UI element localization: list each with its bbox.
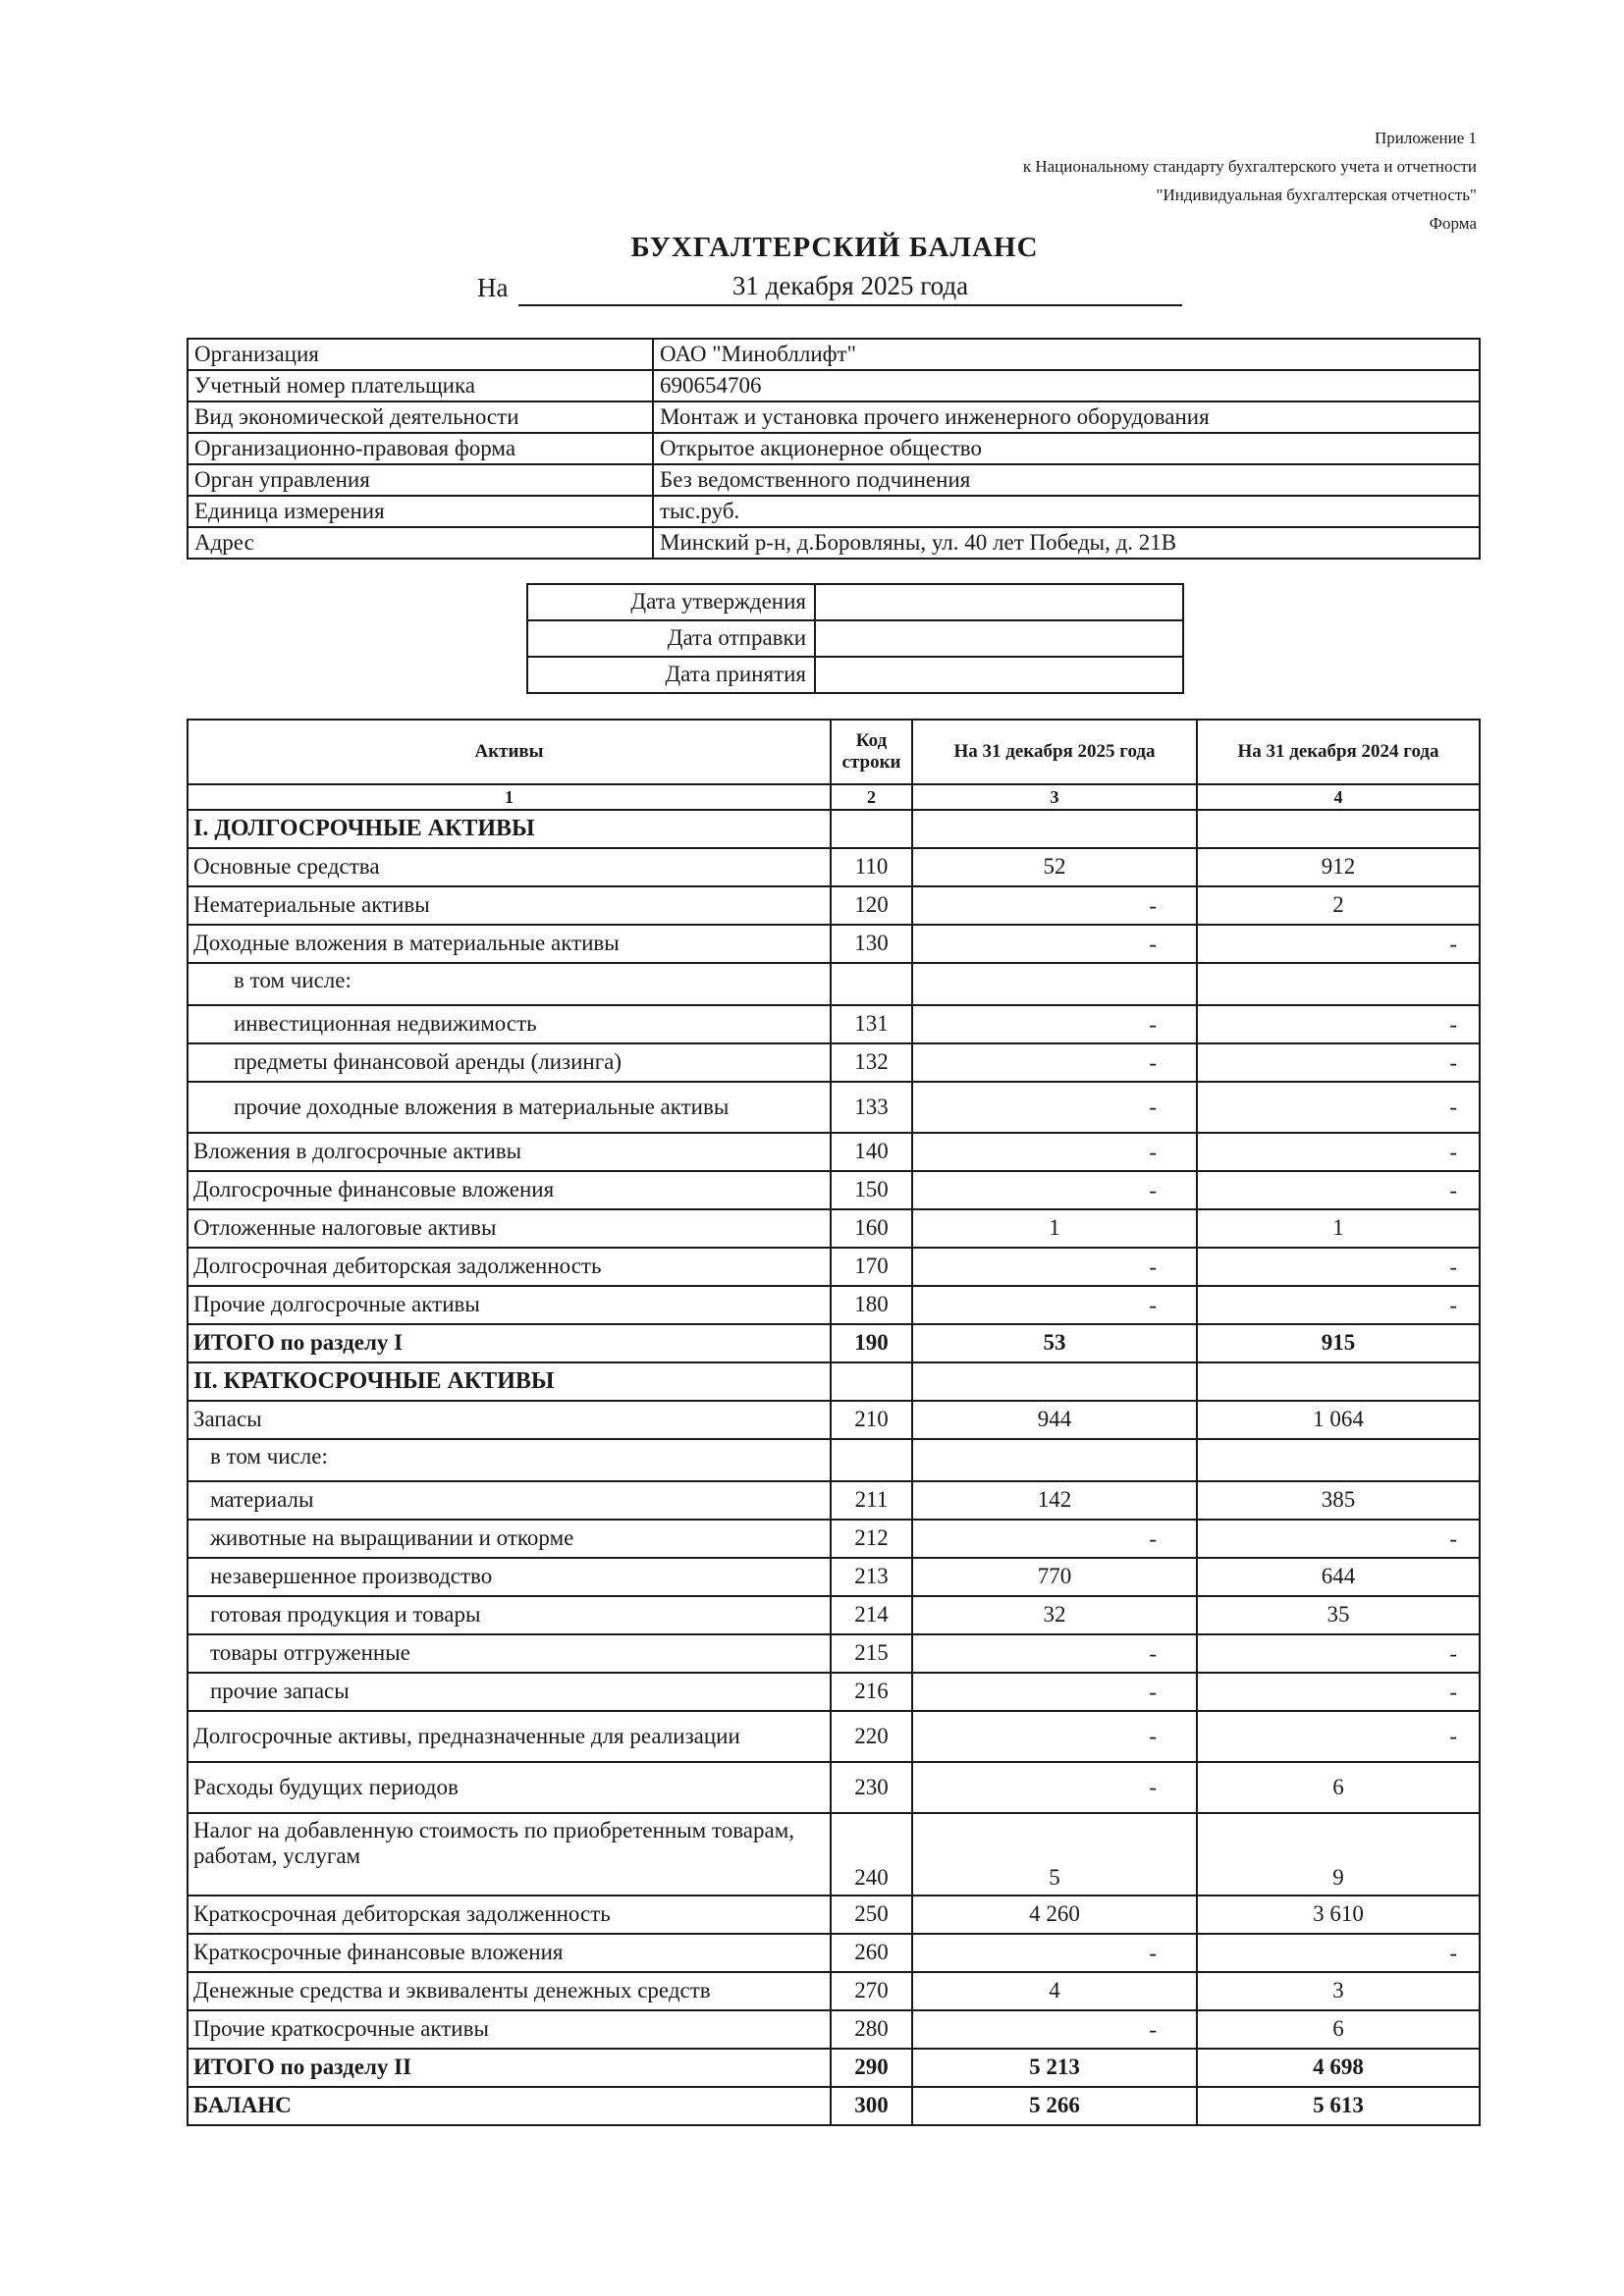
- row-name: Краткосрочная дебиторская задолженность: [188, 1896, 831, 1934]
- row-name: животные на выращивании и откорме: [188, 1520, 831, 1558]
- balance-table: [187, 719, 1481, 2126]
- row-name: предметы финансовой аренды (лизинга): [188, 1043, 831, 1082]
- empty-dash: -: [1449, 1525, 1457, 1551]
- appendix-line-2: к Национальному стандарту бухгалтерского учета и отчетности: [1022, 157, 1477, 176]
- value-2025: [912, 1286, 1197, 1324]
- column-number: 3: [912, 784, 1197, 810]
- empty-dash: -: [1449, 1292, 1457, 1317]
- row-name: ИТОГО по разделу I: [188, 1324, 831, 1362]
- empty-dash: -: [1449, 1177, 1457, 1202]
- row-code: 133: [831, 1082, 912, 1133]
- empty-dash: -: [1449, 1723, 1457, 1748]
- value-2025: [912, 1934, 1197, 1972]
- date-label: Дата утверждения: [527, 584, 815, 620]
- info-row: [188, 370, 1480, 401]
- row-name: Запасы: [188, 1401, 831, 1439]
- row-code: 120: [831, 886, 912, 925]
- balance-row: [188, 1171, 1480, 1209]
- row-code: 270: [831, 1972, 912, 2010]
- report-date: 31 декабря 2025 года: [518, 271, 1182, 306]
- row-name: Нематериальные активы: [188, 886, 831, 925]
- dates-table: [526, 583, 1184, 694]
- header-code: Код строки: [831, 720, 912, 784]
- column-number: 2: [831, 784, 912, 810]
- info-label: Организационно-правовая форма: [188, 433, 653, 464]
- appendix-line-1: Приложение 1: [1375, 129, 1477, 147]
- balance-row: [188, 1082, 1480, 1133]
- section-heading-row: [188, 810, 1480, 848]
- row-name: Прочие долгосрочные активы: [188, 1286, 831, 1324]
- empty-dash: -: [1449, 1094, 1457, 1119]
- empty-dash: -: [1149, 1049, 1157, 1075]
- value-2025: 32: [912, 1596, 1197, 1634]
- row-code: 240: [831, 1813, 912, 1896]
- appendix-line-3: "Индивидуальная бухгалтерская отчетность": [1156, 186, 1477, 204]
- empty-dash: -: [1149, 1139, 1157, 1164]
- balance-row: [188, 1520, 1480, 1558]
- empty-dash: -: [1149, 931, 1157, 956]
- value-2024: 6: [1197, 1762, 1480, 1813]
- balance-row: [188, 1481, 1480, 1520]
- row-name: Налог на добавленную стоимость по приобретенным товарам, работам, услугам: [188, 1813, 831, 1896]
- row-name: Денежные средства и эквиваленты денежных средств: [188, 1972, 831, 2010]
- value-2025: 5 266: [912, 2087, 1197, 2125]
- section-heading: II. КРАТКОСРОЧНЫЕ АКТИВЫ: [188, 1362, 831, 1401]
- value-2024: [1197, 1005, 1480, 1043]
- row-name: БАЛАНС: [188, 2087, 831, 2125]
- value-2025: 770: [912, 1558, 1197, 1596]
- row-name: инвестиционная недвижимость: [188, 1005, 831, 1043]
- balance-grand-total-row: [188, 2087, 1480, 2125]
- row-code: 140: [831, 1133, 912, 1171]
- info-label: Вид экономической деятельности: [188, 401, 653, 433]
- date-row: [527, 657, 1183, 693]
- value-2025: [912, 886, 1197, 925]
- value-2025: 944: [912, 1401, 1197, 1439]
- row-name: материалы: [188, 1481, 831, 1520]
- value-2024: [1197, 1673, 1480, 1711]
- value-2025: [912, 1520, 1197, 1558]
- column-number: 4: [1197, 784, 1480, 810]
- row-code: 230: [831, 1762, 912, 1813]
- value-2025: [912, 1762, 1197, 1813]
- row-code: 190: [831, 1324, 912, 1362]
- row-code: 150: [831, 1171, 912, 1209]
- value-2025: [912, 925, 1197, 963]
- value-2024: [1197, 1171, 1480, 1209]
- empty-dash: -: [1149, 892, 1157, 918]
- row-name: Долгосрочная дебиторская задолженность: [188, 1248, 831, 1286]
- row-code: 211: [831, 1481, 912, 1520]
- info-row: [188, 401, 1480, 433]
- row-code: 300: [831, 2087, 912, 2125]
- row-code: 214: [831, 1596, 912, 1634]
- value-2025: [912, 1082, 1197, 1133]
- balance-subheading-row: [188, 963, 1480, 1005]
- row-code: 110: [831, 848, 912, 886]
- balance-row: [188, 1711, 1480, 1762]
- date-prefix: На: [477, 273, 509, 302]
- row-code: 160: [831, 1209, 912, 1248]
- value-2024: 1 064: [1197, 1401, 1480, 1439]
- document-title: БУХГАЛТЕРСКИЙ БАЛАНС: [630, 232, 1039, 263]
- balance-row: [188, 1286, 1480, 1324]
- date-row: [527, 620, 1183, 657]
- empty-dash: -: [1149, 1011, 1157, 1037]
- value-2024: 3: [1197, 1972, 1480, 2010]
- value-2025: 4 260: [912, 1896, 1197, 1934]
- value-2025: [912, 1711, 1197, 1762]
- header-2025: На 31 декабря 2025 года: [912, 720, 1197, 784]
- value-2024: 3 610: [1197, 1896, 1480, 1934]
- balance-row: [188, 1972, 1480, 2010]
- row-code: 250: [831, 1896, 912, 1934]
- balance-row: [188, 1813, 1480, 1896]
- info-row: [188, 496, 1480, 527]
- empty-dash: -: [1149, 1525, 1157, 1551]
- value-2025: 5: [912, 1813, 1197, 1896]
- header-2024: На 31 декабря 2024 года: [1197, 720, 1480, 784]
- empty-dash: -: [1149, 1774, 1157, 1799]
- empty-dash: -: [1449, 1679, 1457, 1704]
- empty-dash: -: [1449, 1640, 1457, 1666]
- value-2024: [1197, 1043, 1480, 1082]
- info-label: Единица измерения: [188, 496, 653, 527]
- date-label: Дата отправки: [527, 620, 815, 657]
- row-code: 131: [831, 1005, 912, 1043]
- balance-row: [188, 1209, 1480, 1248]
- empty-dash: -: [1149, 1640, 1157, 1666]
- row-name: Долгосрочные финансовые вложения: [188, 1171, 831, 1209]
- value-2025: [912, 2010, 1197, 2049]
- date-field: [815, 620, 1183, 657]
- balance-total-row: [188, 2049, 1480, 2087]
- row-name: готовая продукция и товары: [188, 1596, 831, 1634]
- row-name: Прочие краткосрочные активы: [188, 2010, 831, 2049]
- value-2024: 4 698: [1197, 2049, 1480, 2087]
- empty-dash: -: [1149, 1094, 1157, 1119]
- info-row: [188, 527, 1480, 559]
- row-name: Краткосрочные финансовые вложения: [188, 1934, 831, 1972]
- empty-dash: -: [1149, 1940, 1157, 1965]
- value-2025: [912, 1133, 1197, 1171]
- balance-row: [188, 1133, 1480, 1171]
- info-value: Минский р-н, д.Боровляны, ул. 40 лет Победы, д. 21В: [653, 527, 1480, 559]
- row-code: 170: [831, 1248, 912, 1286]
- row-code: 213: [831, 1558, 912, 1596]
- date-row: [527, 584, 1183, 620]
- section-heading: I. ДОЛГОСРОЧНЫЕ АКТИВЫ: [188, 810, 831, 848]
- info-value: Открытое акционерное общество: [653, 433, 1480, 464]
- row-name: прочие доходные вложения в материальные активы: [188, 1082, 831, 1133]
- row-code: 290: [831, 2049, 912, 2087]
- value-2025: 1: [912, 1209, 1197, 1248]
- empty-dash: -: [1149, 1177, 1157, 1202]
- value-2024: 35: [1197, 1596, 1480, 1634]
- appendix-line-4: Форма: [1429, 214, 1477, 233]
- row-code: 180: [831, 1286, 912, 1324]
- balance-row: [188, 1762, 1480, 1813]
- value-2024: [1197, 1634, 1480, 1673]
- value-2025: [912, 1043, 1197, 1082]
- value-2024: [1197, 1082, 1480, 1133]
- balance-row: [188, 1558, 1480, 1596]
- info-label: Учетный номер плательщика: [188, 370, 653, 401]
- value-2025: 53: [912, 1324, 1197, 1362]
- value-2024: 2: [1197, 886, 1480, 925]
- value-2025: [912, 1171, 1197, 1209]
- row-name: товары отгруженные: [188, 1634, 831, 1673]
- value-2025: [912, 1005, 1197, 1043]
- value-2024: [1197, 1248, 1480, 1286]
- info-label: Адрес: [188, 527, 653, 559]
- value-2024: 912: [1197, 848, 1480, 886]
- row-name: Основные средства: [188, 848, 831, 886]
- value-2024: 5 613: [1197, 2087, 1480, 2125]
- value-2024: 644: [1197, 1558, 1480, 1596]
- value-2025: 52: [912, 848, 1197, 886]
- balance-row: [188, 1634, 1480, 1673]
- empty-dash: -: [1149, 1723, 1157, 1748]
- value-2025: 5 213: [912, 2049, 1197, 2087]
- column-number-row: [188, 784, 1480, 810]
- header-assets: Активы: [188, 720, 831, 784]
- info-value: тыс.руб.: [653, 496, 1480, 527]
- subheading-text: в том числе:: [188, 1439, 831, 1481]
- row-code: 220: [831, 1711, 912, 1762]
- empty-dash: -: [1149, 1254, 1157, 1279]
- empty-dash: -: [1449, 931, 1457, 956]
- balance-total-row: [188, 1324, 1480, 1362]
- row-code: 215: [831, 1634, 912, 1673]
- empty-dash: -: [1449, 1940, 1457, 1965]
- balance-row: [188, 925, 1480, 963]
- balance-row: [188, 1596, 1480, 1634]
- value-2025: 142: [912, 1481, 1197, 1520]
- value-2024: 915: [1197, 1324, 1480, 1362]
- row-code: 280: [831, 2010, 912, 2049]
- balance-row: [188, 1005, 1480, 1043]
- value-2024: [1197, 1934, 1480, 1972]
- info-row: [188, 433, 1480, 464]
- balance-row: [188, 886, 1480, 925]
- value-2024: 385: [1197, 1481, 1480, 1520]
- column-number: 1: [188, 784, 831, 810]
- value-2025: [912, 1248, 1197, 1286]
- info-label: Орган управления: [188, 464, 653, 496]
- value-2024: 9: [1197, 1813, 1480, 1896]
- balance-subheading-row: [188, 1439, 1480, 1481]
- row-name: Отложенные налоговые активы: [188, 1209, 831, 1248]
- balance-row: [188, 848, 1480, 886]
- info-value: Без ведомственного подчинения: [653, 464, 1480, 496]
- value-2024: [1197, 925, 1480, 963]
- value-2025: [912, 1673, 1197, 1711]
- info-value: Монтаж и установка прочего инженерного оборудования: [653, 401, 1480, 433]
- empty-dash: -: [1149, 1679, 1157, 1704]
- empty-dash: -: [1449, 1139, 1457, 1164]
- value-2025: [912, 1634, 1197, 1673]
- info-label: Организация: [188, 339, 653, 370]
- value-2024: 1: [1197, 1209, 1480, 1248]
- row-code: 210: [831, 1401, 912, 1439]
- subheading-text: в том числе:: [188, 963, 831, 1005]
- info-row: [188, 339, 1480, 370]
- row-code: 132: [831, 1043, 912, 1082]
- empty-dash: -: [1149, 1292, 1157, 1317]
- value-2024: 6: [1197, 2010, 1480, 2049]
- appendix-note: [731, 124, 1477, 238]
- balance-row: [188, 1043, 1480, 1082]
- row-name: Расходы будущих периодов: [188, 1762, 831, 1813]
- value-2024: [1197, 1133, 1480, 1171]
- row-code: 216: [831, 1673, 912, 1711]
- value-2024: [1197, 1286, 1480, 1324]
- balance-header-row: [188, 720, 1480, 784]
- info-value: ОАО "Минобллифт": [653, 339, 1480, 370]
- balance-row: [188, 1401, 1480, 1439]
- info-row: [188, 464, 1480, 496]
- balance-row: [188, 1896, 1480, 1934]
- balance-row: [188, 1934, 1480, 1972]
- row-name: ИТОГО по разделу II: [188, 2049, 831, 2087]
- row-name: Вложения в долгосрочные активы: [188, 1133, 831, 1171]
- date-field: [815, 657, 1183, 693]
- value-2024: [1197, 1711, 1480, 1762]
- row-name: Долгосрочные активы, предназначенные для реализации: [188, 1711, 831, 1762]
- empty-dash: -: [1449, 1011, 1457, 1037]
- value-2024: [1197, 1520, 1480, 1558]
- organization-info-table: [187, 338, 1481, 560]
- row-code: 130: [831, 925, 912, 963]
- balance-row: [188, 1673, 1480, 1711]
- balance-row: [188, 2010, 1480, 2049]
- row-name: прочие запасы: [188, 1673, 831, 1711]
- balance-row: [188, 1248, 1480, 1286]
- row-name: Доходные вложения в материальные активы: [188, 925, 831, 963]
- row-code: 212: [831, 1520, 912, 1558]
- row-code: 260: [831, 1934, 912, 1972]
- value-2025: 4: [912, 1972, 1197, 2010]
- row-name: незавершенное производство: [188, 1558, 831, 1596]
- date-label: Дата принятия: [527, 657, 815, 693]
- empty-dash: -: [1149, 2016, 1157, 2042]
- empty-dash: -: [1449, 1254, 1457, 1279]
- info-value: 690654706: [653, 370, 1480, 401]
- section-heading-row: [188, 1362, 1480, 1401]
- empty-dash: -: [1449, 1049, 1457, 1075]
- date-field: [815, 584, 1183, 620]
